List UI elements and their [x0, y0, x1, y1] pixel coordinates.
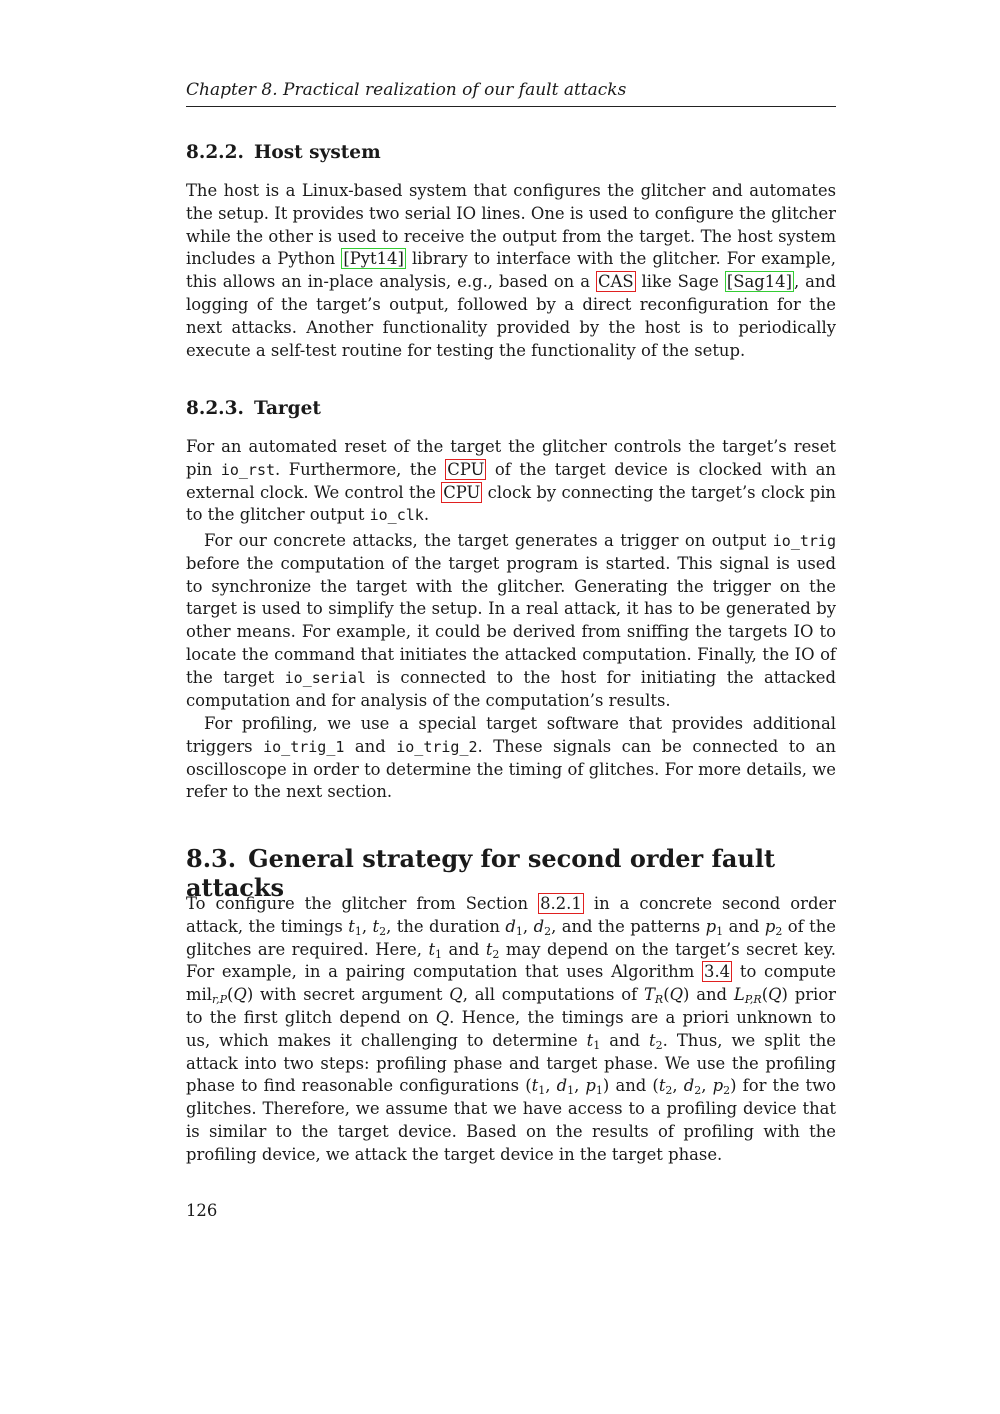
text: .: [423, 505, 430, 525]
page-number: 126: [186, 1201, 218, 1220]
text: before the computation of the target program is started. This signal is used to synchronize the target with the glitcher. Generating the trigger on the target is used to simplify the setup. In a real attack, it has to be generated by other means. For example, it could be derived from sniffing the targets IO to locate the command that initiates the attacked computation. Finally, the IO of the target: [186, 553, 836, 687]
text: , and logging of the target’s output, followed by a direct reconfiguration for the next attacks. Another functionality provided by the host is to periodically execute a self-test routine for testing the functionality of the setup.: [186, 272, 836, 360]
section-number: 8.2.3.: [186, 398, 244, 419]
paragraph-profiling: [186, 713, 836, 804]
text: and: [344, 736, 397, 756]
text: For profiling, we use a special target software that provides additional triggers: [186, 714, 836, 756]
acronym-link-cpu[interactable]: CPU: [447, 459, 485, 479]
section-number: 8.2.2.: [186, 142, 244, 163]
text: , the duration: [386, 916, 506, 936]
text: of the target device is clocked with an external clock. We control the: [186, 459, 836, 502]
text: for the two glitches. Therefore, we assume that we have access to a profiling device that is similar to the target device. Based on the results of profiling with the profiling device, we attack the target device in the target phase.: [186, 1076, 837, 1164]
citation-sag14[interactable]: [Sag14]: [726, 272, 792, 292]
code-io-trig-2: io_trig_2: [396, 737, 478, 756]
text: and: [723, 916, 765, 936]
text: of the glitches are required. Here,: [186, 916, 837, 959]
paragraph-host-system: [186, 180, 836, 362]
paragraph-general-strategy: To configure the glitcher from Section 8.2.1 in a concrete second order attack, the timings $t_1$, $t_2$, the duration $d_1$, $d_2$, and the patterns $p_1$ and $p_2$ of the glitches are required. Here, $t_1$ and $t_2$ may depend on the target’s secret key. For example, in a pairing computation that uses Algorithm 3.4 to compute mil$_{r,P}$(Q) with secret argument Q, all computations of $T_R(Q)$ and $L_{P,R}(Q)$ prior to the first glitch depend on Q. Hence, the timings are a priori unknown to us, which makes it challenging to determine $t_1$ and $t_2$. Thus, we split the attack into two steps: profiling phase and target phase. We use the profiling phase to find reasonable configurations ($t_1$, $d_1$, $p_1$) and ($t_2$, $d_2$, $p_2$) for the two glitches. Therefore, we assume that we have access to a profiling device that is similar to the target device. Based on the results of profiling with the profiling device, we attack the target device in the target phase.: [186, 894, 837, 1164]
code-io-serial: io_serial: [284, 668, 366, 687]
code-io-clk: io_clk: [369, 506, 424, 525]
text: . Hence, the timings are a priori unknown to us, which makes it challenging to determine: [186, 1007, 836, 1050]
text: is connected to the host for initiating the attacked computation and for analysis of the computation’s results.: [186, 667, 836, 710]
text: The host is a Linux-based system that configures the glitcher and automates the setup. It provides two serial IO lines. One is used to configure the glitcher while the other is used to receive the output from the target. The host system includes a Python: [186, 181, 836, 269]
text: and: [609, 1076, 653, 1096]
text: and: [689, 985, 734, 1005]
text: prior to the first glitch depend on: [186, 985, 837, 1027]
paragraph-target-reset: [186, 436, 836, 527]
page: [186, 0, 836, 1414]
text: To configure the glitcher from Section: [186, 894, 539, 913]
text: in a concrete second order attack, the timings: [186, 894, 836, 936]
text: and: [600, 1030, 650, 1050]
text: For our concrete attacks, the target generates a trigger on output: [204, 531, 773, 550]
text: , and the patterns: [551, 916, 706, 936]
text: with secret argument: [253, 985, 450, 1005]
section-ref-8-2-1[interactable]: 8.2.1: [540, 894, 582, 913]
text: . Thus, we split the attack into two steps: profiling phase and target phase. We use the profiling phase to find reasonable configurations: [186, 1030, 836, 1096]
section-heading-8-2-2: [186, 142, 381, 163]
text: library to interface with the glitcher. For example, this allows an in-place analysis, e.g., based on a: [186, 249, 836, 292]
text: . Furthermore, the: [275, 459, 446, 479]
text: For an automated reset of the target the glitcher controls the target’s reset pin: [186, 437, 836, 479]
code-io-trig: io_trig: [772, 532, 836, 550]
acronym-link-cas[interactable]: CAS: [597, 272, 634, 292]
text: . These signals can be connected to an oscilloscope in order to determine the timing of glitches. For more details, we refer to the next section.: [186, 736, 836, 802]
section-title: Target: [253, 398, 321, 419]
code-io-rst: io_rst: [220, 460, 276, 479]
acronym-link-cpu[interactable]: CPU: [443, 482, 481, 502]
paragraph-target-trigger: [186, 530, 836, 712]
text: , all computations of: [462, 985, 644, 1005]
citation-pyt14[interactable]: [Pyt14]: [343, 249, 404, 269]
text: and: [442, 939, 486, 959]
section-number: 8.3.: [186, 844, 237, 873]
text: to compute mil: [186, 962, 836, 1005]
section-title: Host system: [253, 142, 381, 163]
section-title: General strategy for second order fault attacks: [186, 844, 776, 902]
text: clock by connecting the target’s clock pin to the glitcher output: [186, 482, 836, 525]
text: like Sage: [635, 272, 725, 292]
running-head: Chapter 8. Practical realization of our fault attacks: [186, 80, 836, 107]
text: may depend on the target’s secret key. For example, in a pairing computation that uses Algorithm: [186, 939, 836, 982]
algorithm-ref-3-4[interactable]: 3.4: [704, 962, 731, 982]
section-heading-8-2-3: [186, 398, 321, 419]
code-io-trig-1: io_trig_1: [263, 737, 345, 756]
